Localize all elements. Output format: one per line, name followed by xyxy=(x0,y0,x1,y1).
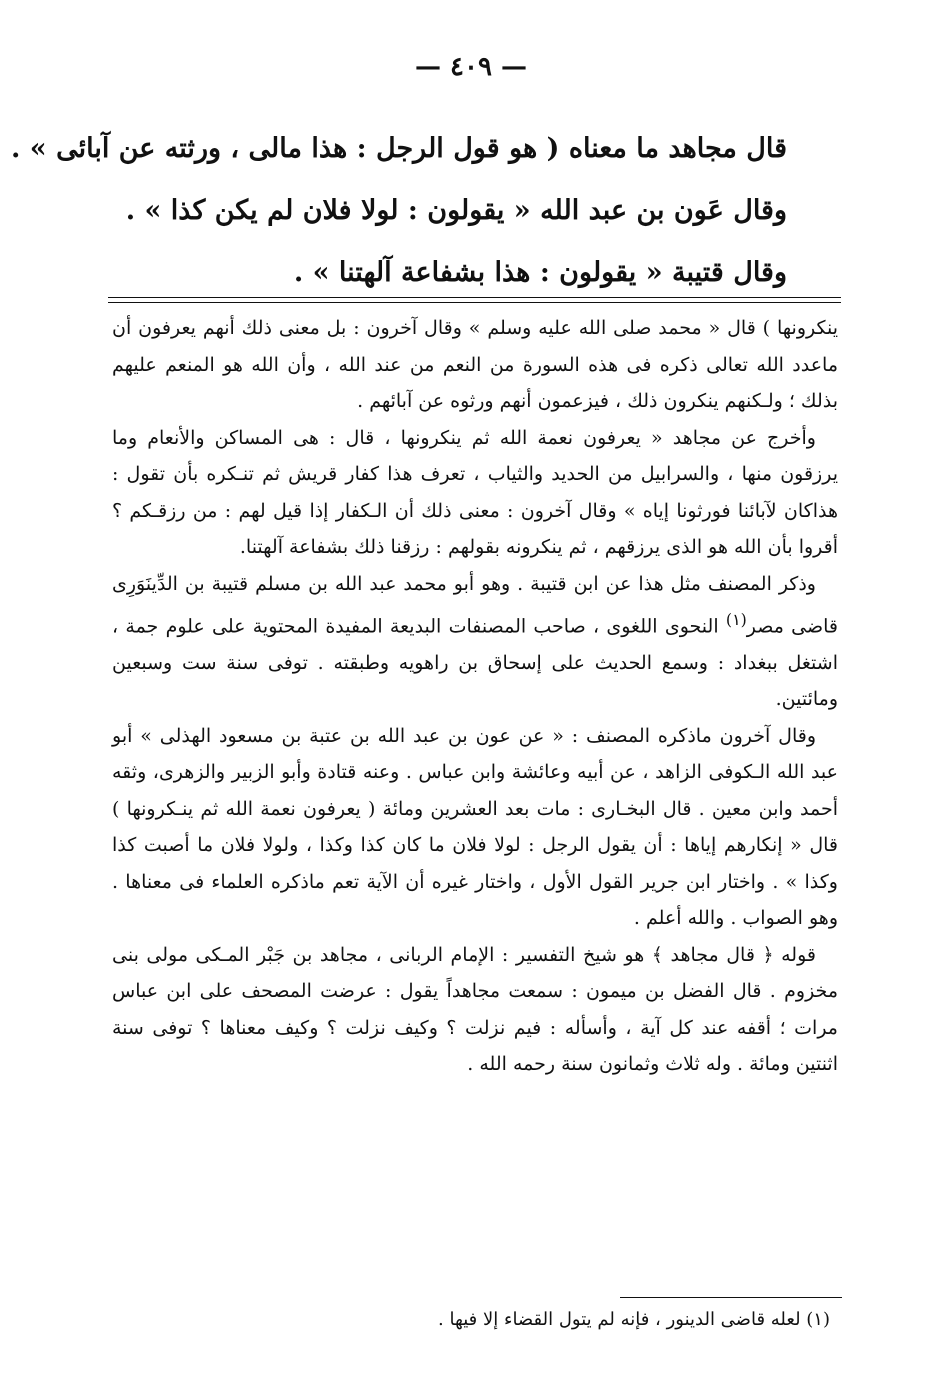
page-number: — ٤٠٩ — xyxy=(414,52,528,82)
divider-line xyxy=(108,297,841,298)
divider-line xyxy=(108,302,841,303)
commentary xyxy=(112,310,838,1083)
footnote-divider xyxy=(620,1297,842,1298)
commentary-text: وذكر المصنف مثل هذا عن ابن قتيبة . وهو أبو محمد عبد الله بن مسلم قتيبة بن الدِّينَوَرِى قاضى مصر xyxy=(112,572,839,638)
main-text-line: وقال عَون بن عبد الله « يقولون : لولا فلان لم يكن كذا » . xyxy=(125,195,787,226)
commentary-paragraph: ينكرونها ) قال « محمد صلى الله عليه وسلم » وقال آخرون : بل معنى ذلك أنهم يعرفون أن ماعدد الله تعالى ذكره فى هذه السورة من النعم من عند الله ، وأن الله هو المنعم عليهم بذلك ؛ ولـكنهم ينكرون ذلك ، فيزعمون أنهم ورثوه عن آبائهم . xyxy=(112,317,838,412)
main-text-line: قال مجاهد ما معناه ( هو قول الرجل : هذا مالى ، ورثته عن آبائى » . xyxy=(11,133,787,164)
commentary-paragraph: وقال آخرون ماذكره المصنف : « عن عون بن عبد الله بن عتبة بن مسعود الهذلى » أبو عبد الله الـكوفى الزاهد ، عن أبيه وعائشة وابن عباس . وعنه قتادة وأبو الزبير والزهرى، وثقه أحمد وابن معين . قال البخـارى : مات بعد العشرين ومائة ( يعرفون نعمة الله ثم ينـكرونها ) قال « إنكارهم إياها : أن يقول الرجل : لولا فلان ما كان كذا وكذا ، ولولا فلان ما أصبت كذا وكذا » . واختار ابن جرير القول الأول ، واختار غيره أن الآية تعم ماذكره العلماء فى معناها . وهو الصواب . والله أعلم . xyxy=(112,724,838,930)
footnote-marker[interactable]: (١) xyxy=(725,610,747,629)
main-text-line: وقال قتيبة « يقولون : هذا بشفاعة آلهتنا » . xyxy=(293,257,787,288)
commentary-text: النحوى اللغوى ، صاحب المصنفات البديعة المفيدة المحتوية على علوم جمة ، اشتغل ببغداد : وسمع الحديث على إسحاق بن راهويه وطبقته . توفى سنة ست وسبعين ومائتين. xyxy=(112,615,838,711)
footnote: (١) لعله قاضى الدينور ، فإنه لم يتول القضاء إلا فيها . xyxy=(438,1309,830,1330)
main-text xyxy=(11,118,787,304)
commentary-paragraph: وأخرج عن مجاهد « يعرفون نعمة الله ثم ينكرونها ، قال : هى المساكن والأنعام وما يرزقون منها ، والسرابيل من الحديد والثياب ، تعرف هذا كفار قريش ثم تنـكره بأن تقول : هذاكان لآبائنا فورثونا إياه » وقال آخرون : معنى ذلك أن الـكفار إذا قيل لهم : من رزقـكم ؟ أقروا بأن الله هو الذى يرزقهم ، ثم ينكرونه بقولهم : رزقنا ذلك بشفاعة آلهتنا. xyxy=(112,426,838,558)
commentary-paragraph: قوله ﴿ قال مجاهد ﴾ هو شيخ التفسير : الإمام الربانى ، مجاهد بن جَبْر المـكى مولى بنى مخزوم . قال الفضل بن ميمون : سمعت مجاهداً يقول : عرضت المصحف على ابن عباس مرات ؛ أقفه عند كل آية ، وأسأله : فيم نزلت ؟ وكيف نزلت ؟ وكيف معناها ؟ توفى سنة اثنتين ومائة . وله ثلاث وثمانون سنة رحمه الله . xyxy=(112,943,838,1076)
commentary-paragraph xyxy=(112,566,838,718)
